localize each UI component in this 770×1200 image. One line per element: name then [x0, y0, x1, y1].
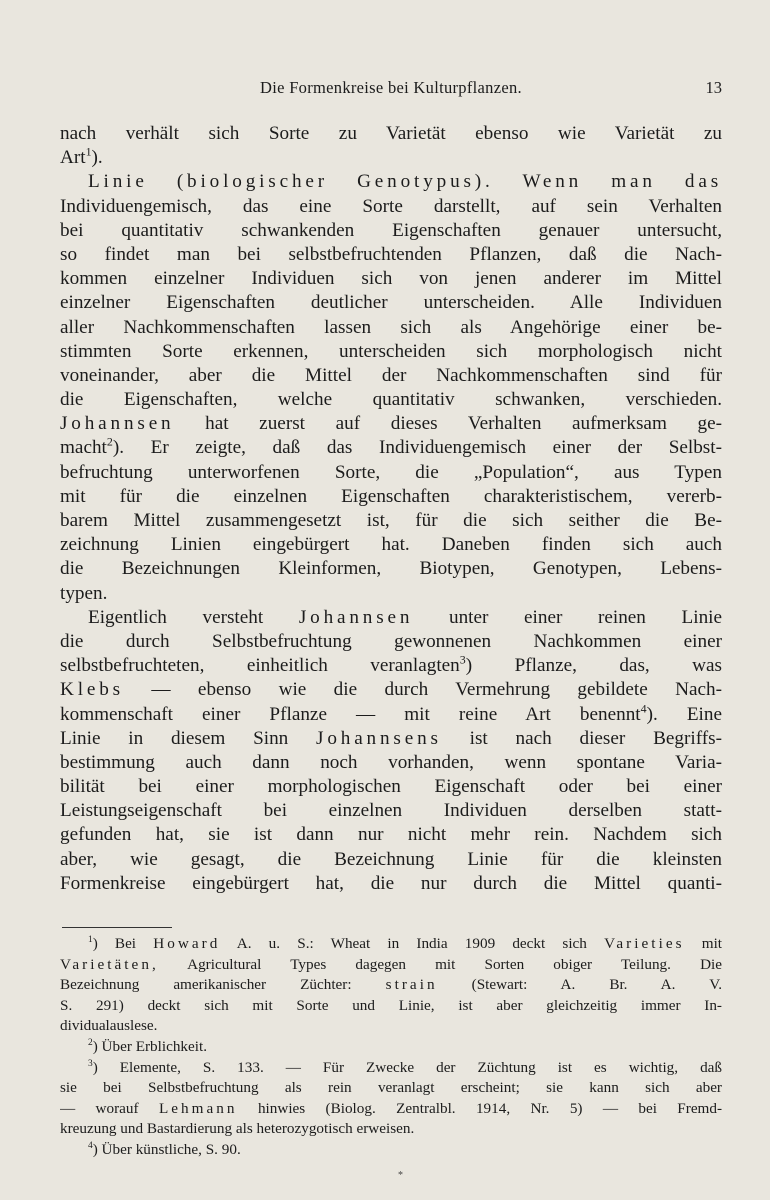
text-line: aller Nachkommenschaften lassen sich als Angehörige einer be- — [60, 316, 722, 338]
text-line: die Eigenschaften, welche quantitativ schwanken, verschieden. — [60, 389, 722, 411]
running-title: Die Formenkreise bei Kulturpflanzen. — [260, 78, 522, 97]
text-line: kommenschaft einer Pflanze — mit reine Art benennt$^4$). Eine — [60, 702, 722, 725]
footnote-ref: 3 — [459, 654, 466, 667]
footnote-divider — [62, 927, 172, 928]
text-line: Linie in diesem Sinn Johannsens ist nach dieser Begriffs- — [60, 727, 722, 749]
footnote-line: $^3$) Elemente, S. 133. — Für Zwecke der Züchtung ist es wichtig, daß — [88, 1058, 722, 1076]
text-line: bei quantitativ schwankenden Eigenschaften genauer untersucht, — [60, 219, 722, 241]
text-line: gefunden hat, sie ist dann nur nicht mehr rein. Nachdem sich — [60, 824, 722, 846]
text-line: typen. — [60, 582, 108, 604]
footnote-number: 2 — [88, 1037, 93, 1048]
text-line: voneinander, aber die Mittel der Nachkommenschaften sind für — [60, 364, 722, 386]
text-line: nach verhält sich Sorte zu Varietät ebenso wie Varietät zu — [60, 123, 722, 144]
text-line: Linie (biologischer Genotypus). Wenn man das — [88, 171, 722, 193]
footnote-number: 3 — [88, 1058, 93, 1069]
main-text — [60, 122, 722, 896]
text-line: Klebs — ebenso wie die durch Vermehrung gebildete Nach- — [60, 679, 722, 701]
text-line: stimmten Sorte erkennen, unterscheiden sich morphologisch nicht — [60, 340, 722, 362]
text-line: befruchtung unterworfenen Sorte, die „Population“, aus Typen — [60, 461, 722, 483]
text-line: macht$^2$). Er zeigte, daß das Individuengemisch einer der Selbst- — [60, 436, 722, 459]
author-name: Johannsens — [316, 727, 442, 749]
footnote-line: $^1$) Bei Howard A. u. S.: Wheat in India 1909 deckt sich Varieties mit — [88, 934, 722, 952]
printer-mark: * — [398, 1170, 403, 1181]
text-line: bilität bei einer morphologischen Eigenschaft oder bei einer — [60, 776, 722, 798]
page-number: 13 — [705, 78, 722, 97]
text-line: mit für die einzelnen Eigenschaften charakteristischem, vererb- — [60, 485, 722, 507]
footnote-line: kreuzung und Bastardierung als heterozygotisch erweisen. — [60, 1120, 415, 1138]
footnote-line: sie bei Selbstbefruchtung als rein veranlagt erscheint; sie kann sich aber — [60, 1079, 722, 1097]
text-line: Johannsen hat zuerst auf dieses Verhalten aufmerksam ge- — [60, 413, 722, 435]
footnote-line: Varietäten, Agricultural Types dagegen mit Sorten obiger Teilung. Die — [60, 955, 722, 973]
author-name: Johannsen — [60, 413, 175, 435]
text-line: einzelner Eigenschaften deutlicher unterscheiden. Alle Individuen — [60, 292, 722, 314]
footnote-number: 1 — [88, 934, 93, 945]
running-header — [60, 78, 722, 104]
footnote-ref: 2 — [106, 436, 113, 450]
text-line: kommen einzelner Individuen sich von jenen anderer im Mittel — [60, 268, 722, 290]
text-line: selbstbefruchteten, einheitlich veranlagten$^3$) Pflanze, das, was — [60, 654, 722, 677]
footnote-line: Bezeichnung amerikanischer Züchter: strain (Stewart: A. Br. A. V. — [60, 976, 722, 994]
author-name: Lehmann — [158, 1099, 238, 1117]
text-line: Individuengemisch, das eine Sorte darstellt, auf sein Verhalten — [60, 195, 722, 217]
text-line: Formenkreise eingebürgert hat, die nur durch die Mittel quanti- — [60, 872, 722, 894]
text-line: bestimmung auch dann noch vorhanden, wenn spontane Varia- — [60, 751, 722, 773]
text-line: barem Mittel zusammengesetzt ist, für die sich seither die Be- — [60, 510, 722, 531]
text-line: Leistungseigenschaft bei einzelnen Individuen derselben statt- — [60, 800, 722, 822]
author-name: Klebs — [60, 679, 124, 701]
footnotes — [60, 934, 722, 1161]
text-line: aber, wie gesagt, die Bezeichnung Linie für die kleinsten — [60, 848, 722, 870]
footnote-line: $^2$) Über Erblichkeit. — [88, 1037, 207, 1055]
text-line: die durch Selbstbefruchtung gewonnenen Nachkommen einer — [60, 630, 722, 652]
text-line: die Bezeichnungen Kleinformen, Biotypen, Genotypen, Lebens- — [60, 558, 722, 580]
text-line: Eigentlich versteht Johannsen unter einer reinen Linie — [88, 606, 722, 628]
text-line: so findet man bei selbstbefruchtenden Pflanzen, daß die Nach- — [60, 243, 722, 265]
footnote-number: 4 — [88, 1140, 93, 1151]
author-name: Johannsen — [298, 606, 414, 628]
text-line: Art$^1$). — [60, 146, 103, 169]
author-name: Howard — [153, 935, 221, 952]
text-line: zeichnung Linien eingebürgert hat. Daneben finden sich auch — [60, 534, 722, 556]
footnote-ref: 1 — [85, 146, 92, 159]
footnote-line: dividualauslese. — [60, 1017, 158, 1035]
footnote-line: S. 291) deckt sich mit Sorte und Linie, ist aber gleichzeitig immer In- — [60, 996, 722, 1014]
footnote-line: — worauf Lehmann hinwies (Biolog. Zentralbl. 1914, Nr. 5) — bei Fremd- — [60, 1099, 722, 1117]
footnote-ref: 4 — [640, 702, 647, 716]
footnote-line: $^4$) Über künstliche, S. 90. — [88, 1140, 241, 1158]
